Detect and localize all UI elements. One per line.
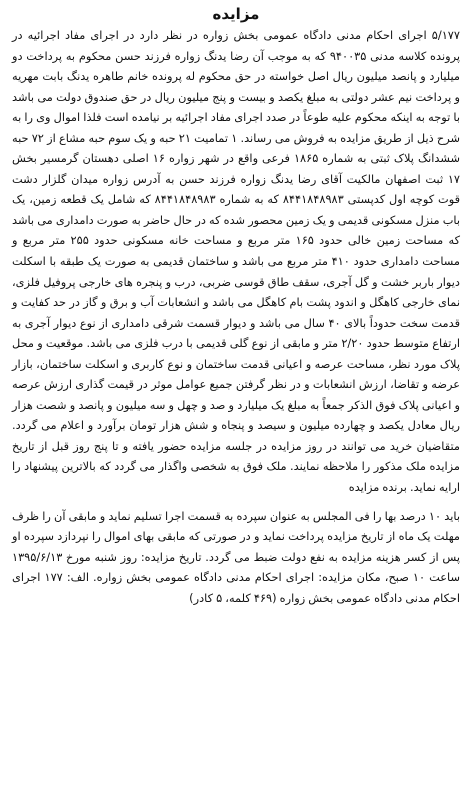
- notice-paragraph-1: ۵/۱۷۷ اجرای احکام مدنی دادگاه عمومی بخش زواره در نظر دارد در اجرای مفاد اجرائیه در پرونده کلاسه مدنی ۹۴۰۰۳۵ که به موجب آن رضا یدنگ زواره فرزند حسن محکوم به پرداخت دو میلیارد و پانصد میلیون ریال اصل خواسته در حق محکوم له پرونده خانم طاهره یدنگ بابت مهریه و پرداخت نیم عشر دولتی به مبلغ یکصد و بیست و پنج میلیون ریال در حق صندوق دولت می باشد با توجه به اینکه محکوم علیه طوعاً در صدد اجرای مفاد اجرائیه بر نیامده است فلذا اموال وی را به شرح ذیل از طریق مزایده به فروش می رساند. ۱ تمامیت ۲۱ حبه و یک سوم حبه مشاع از ۷۲ حبه ششدانگ پلاک ثبتی به شماره ۱۸۶۵ فرعی واقع در شهر زواره ۱۶ اصلی دهستان گرمسیر بخش ۱۷ ثبت اصفهان مالکیت آقای رضا یدنگ زواره فرزند حسن به آدرس زواره میدان گلزار دشت قوت کوچه اول کدپستی ۸۴۴۱۸۴۸۹۸۳ که به شماره ۸۴۴۱۸۴۸۹۸۳ که شامل یک قطعه زمین، یک باب منزل مسکونی قدیمی و یک زمین محصور شده که در حال حاضر به صورت دامداری می باشد که مساحت زمین خالی حدود ۱۶۵ متر مربع و مساحت خانه مسکونی حدود ۲۵۵ متر مربع و مساحت دامداری حدود ۴۱۰ متر مربع می باشد و ساختمان قدیمی به صورت یک طبقه با اسکلت دیوار باربر خشت و گل آجری، سقف طاق قوسی ضربی، درب و پنجره های خارجی پروفیل فلزی، نمای خارجی کاهگل و اندود پشت بام کاهگل می باشد و انشعابات آب و برق و گاز در حد کفایت و قدمت سخت حدوداً بالای ۴۰ سال می باشد و دیوار قسمت شرقی دامداری از نوع دیوار آجری به ارتفاع متوسط حدود ۲/۲۰ متر و مابقی از نوع گلی قدیمی با درب فلزی می باشد. موقعیت و محل پلاک مورد نظر، مساحت عرصه و اعیانی قدمت ساختمان و نوع کاربری و اسکلت ساختمان، بازار عرضه و تقاضا، ارزش انشعابات و در نظر گرفتن جمیع عوامل موثر در قیمت گذاری ارزش عرصه و اعیانی پلاک فوق الذکر جمعاً به مبلغ یک میلیارد و صد و چهل و سه میلیون و پانصد و شصت هزار ریال معادل یکصد و چهارده میلیون و سیصد و پنجاه و شش هزار تومان برآورد و اعلام می گردد. متقاضیان خرید می توانند در روز مزایده در جلسه مزایده حضور یافته و تا پنج روز قبل از تاریخ مزایده ملک مذکور را ملاحظه نمایند. ملک فوق به شخصی واگذار می گردد که بالاترین پیشنهاد را ارایه نماید. برنده مزایده: [12, 28, 461, 495]
- notice-paragraph-2: باید ۱۰ درصد بها را فی المجلس به عنوان سپرده به قسمت اجرا تسلیم نماید و مابقی آن را ظرف مهلت یک ماه از تاریخ مزایده پرداخت نماید و در صورتی که مابقی بهای اموال را نپردازد سپرده او پس از کسر هزینه مزایده به نفع دولت ضبط می گردد. تاریخ مزایده: روز شنبه مورخ ۱۳۹۵/۶/۱۳ ساعت ۱۰ صبح، مکان مزایده: اجرای احکام مدنی دادگاه عمومی بخش زواره. الف: ۱۷۷ اجرای احکام مدنی دادگاه عمومی بخش زواره (۴۶۹ کلمه، ۵ کادر): [12, 508, 460, 605]
- notice-title: مزایده: [212, 5, 260, 23]
